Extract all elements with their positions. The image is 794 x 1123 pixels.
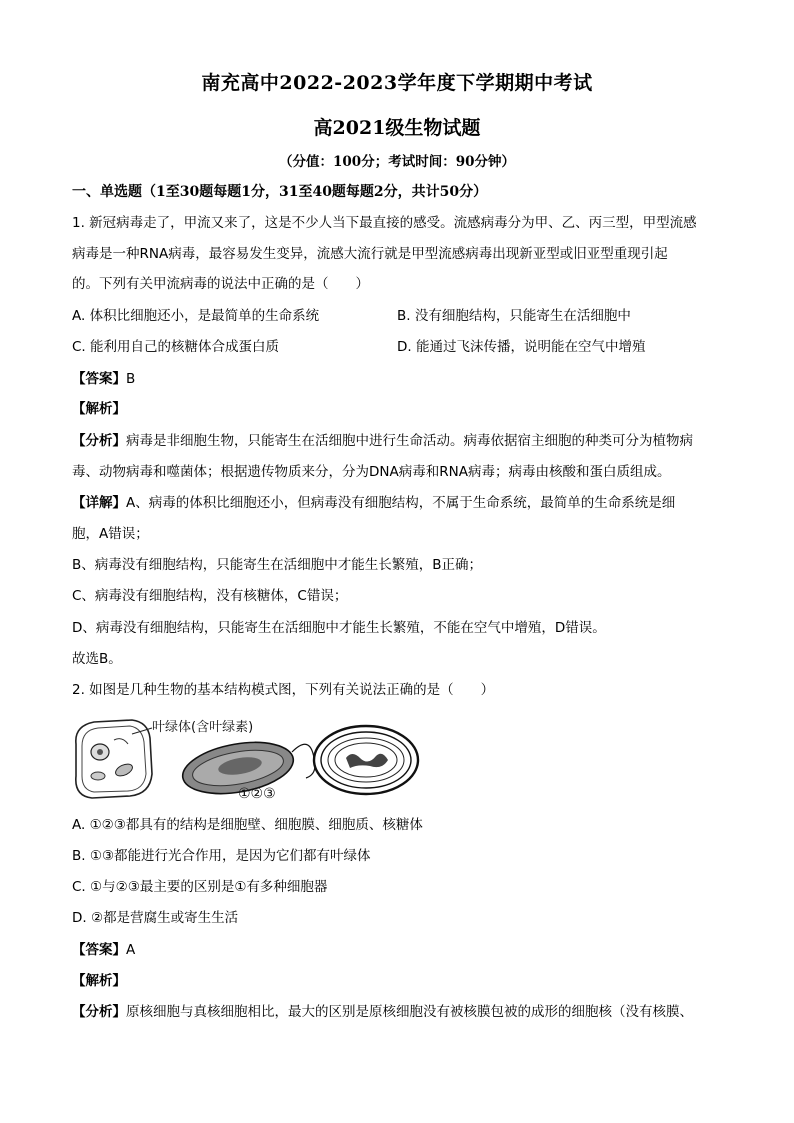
q1-analysis-line-1 — [72, 431, 728, 451]
document-title: 南充高中2022-2023学年度下学期期中考试 — [201, 72, 593, 94]
q1-analysis-line-2: 毒、动物病毒和噬菌体；根据遗传物质来分，分为DNA病毒和RNA病毒；病毒由核酸和蛋白质组成。 — [72, 464, 671, 480]
q1-detail-line-5: D、病毒没有细胞结构，只能寄生在活细胞中才能生长繁殖，不能在空气中增殖，D错误。 — [72, 620, 606, 636]
q1-option-b: B. 没有细胞结构，只能寄生在活细胞中 — [397, 308, 631, 324]
q1-stem-line-1: 1. 新冠病毒走了，甲流又来了，这是不少人当下最直接的感受。流感病毒分为甲、乙、丙三型，甲型流感 — [72, 215, 697, 231]
analysis-text: 病毒是非细胞生物，只能寄生在活细胞中进行生命活动。病毒依据宿主细胞的种类可分为植物病 — [126, 433, 693, 449]
q1-detail-line-2: 胞，A错误； — [72, 526, 149, 542]
q2-option-d: D. ②都是营腐生或寄生生活 — [72, 910, 239, 926]
q1-conclusion: 故选B。 — [72, 651, 122, 667]
answer-value: B — [126, 371, 136, 387]
analysis-tag: 【分析】 — [72, 1004, 126, 1020]
detail-text: A、病毒的体积比细胞还小，但病毒没有细胞结构，不属于生命系统，最简单的生命系统是细 — [126, 495, 676, 511]
detail-tag: 【详解】 — [72, 495, 126, 511]
q1-stem-line-3: 的。下列有关甲流病毒的说法中正确的是（ ） — [72, 276, 369, 292]
answer-tag: 【答案】 — [72, 371, 126, 387]
q1-option-c: C. 能利用自己的核糖体合成蛋白质 — [72, 339, 280, 355]
q2-jiexi-tag: 【解析】 — [72, 973, 126, 989]
answer-value: A — [126, 942, 136, 958]
q1-detail-line-3: B、病毒没有细胞结构，只能寄生在活细胞中才能生长繁殖，B正确； — [72, 557, 483, 573]
exam-subtitle: 高2021级生物试题 — [313, 117, 481, 139]
q1-detail-line-4: C、病毒没有细胞结构，没有核糖体，C错误； — [72, 588, 348, 604]
q2-option-b: B. ①③都能进行光合作用，是因为它们都有叶绿体 — [72, 848, 371, 864]
plant-cell-drawing — [76, 720, 152, 798]
q1-stem-line-2: 病毒是一种RNA病毒，最容易发生变异，流感大流行就是甲型流感病毒出现新亚型或旧亚型重现引起 — [72, 246, 668, 262]
q1-detail-line-1 — [72, 493, 728, 513]
analysis-text: 原核细胞与真核细胞相比，最大的区别是原核细胞没有被核膜包被的成形的细胞核（没有核膜、 — [126, 1004, 693, 1020]
exam-meta: （分值：100分；考试时间：90分钟） — [279, 154, 515, 170]
analysis-tag: 【分析】 — [72, 433, 126, 449]
figure-numbers: ①②③ — [238, 786, 276, 802]
q1-jiexi-tag: 【解析】 — [72, 401, 126, 417]
q2-answer — [72, 940, 728, 960]
q2-option-c: C. ①与②③最主要的区别是①有多种细胞器 — [72, 879, 328, 895]
cell-structure-figure — [70, 714, 420, 806]
q2-stem: 2. 如图是几种生物的基本结构模式图，下列有关说法正确的是（ ） — [72, 682, 495, 698]
q1-answer — [72, 369, 728, 389]
q1-option-a: A. 体积比细胞还小，是最简单的生命系统 — [72, 308, 320, 324]
answer-tag: 【答案】 — [72, 942, 126, 958]
section-heading: 一、单选题（1至30题每题1分，31至40题每题2分，共计50分） — [72, 184, 488, 200]
q2-option-a: A. ①②③都具有的结构是细胞壁、细胞膜、细胞质、核糖体 — [72, 817, 423, 833]
alga-cell-drawing — [314, 726, 418, 794]
q2-analysis-line-1 — [72, 1002, 728, 1022]
q1-option-d: D. 能通过飞沫传播，说明能在空气中增殖 — [397, 339, 646, 355]
figure-label: 叶绿体(含叶绿素) — [152, 720, 254, 735]
